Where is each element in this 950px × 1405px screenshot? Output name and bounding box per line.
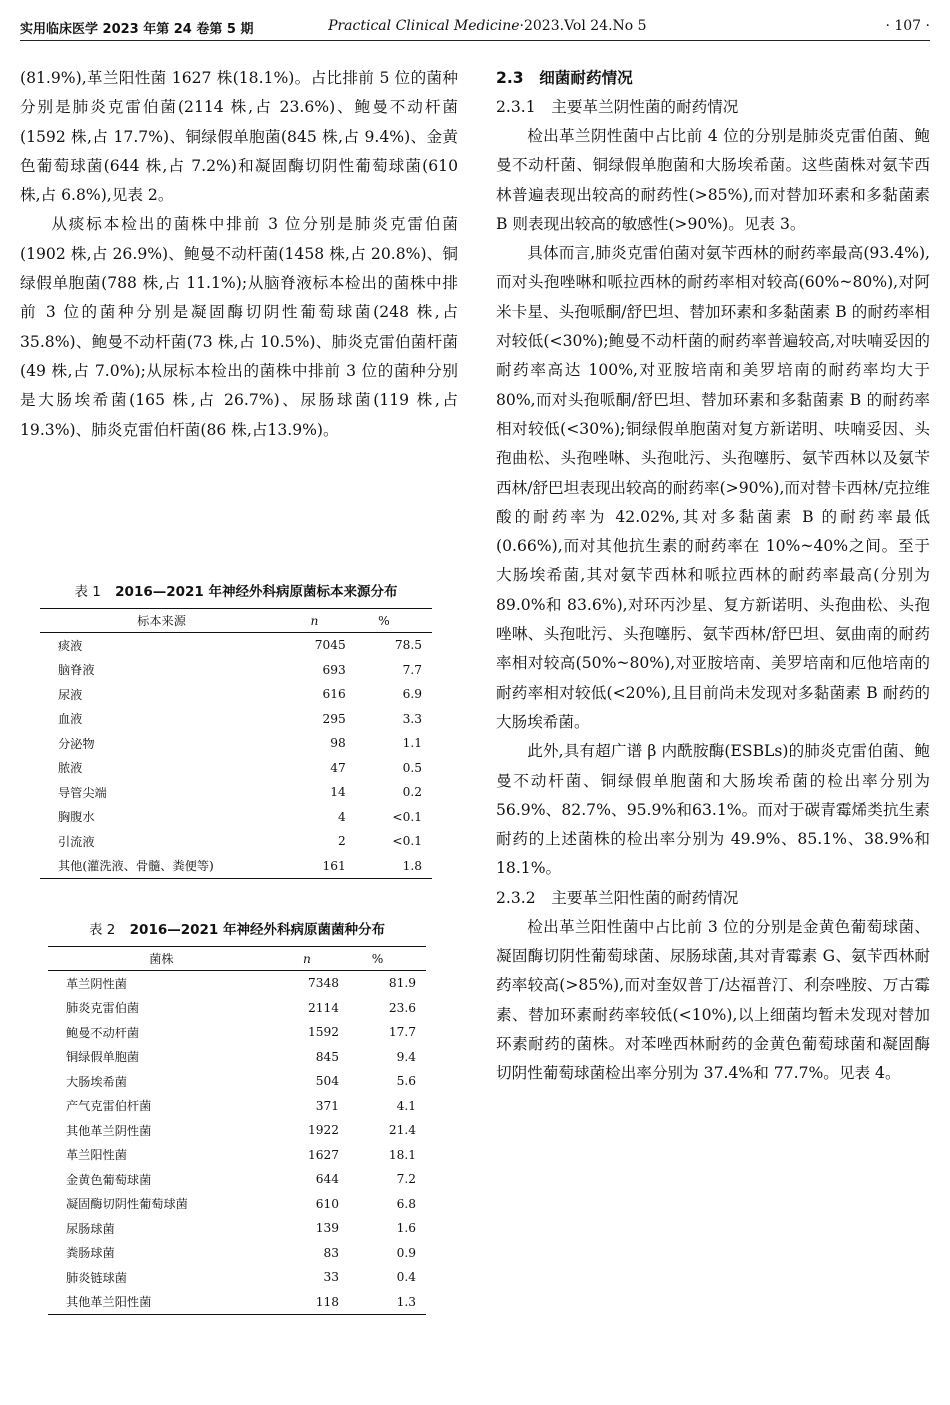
table-row	[40, 805, 432, 830]
table-1-grid	[40, 608, 432, 879]
table-2-grid	[48, 946, 426, 1315]
paragraph-species-ranking: (81.9%),革兰阳性菌 1627 株(18.1%)。占比排前 5 位的菌种分别是肺炎克雷伯菌(2114 株,占 23.6%)、鲍曼不动杆菌(1592 株,占 17.7%)、铜绿假单胞菌(845 株,占 9.4%)、金黄色葡萄球菌(644 株,占 7.2%)和凝固酶切阴性葡萄球菌(610 株,占 6.8%),见表 2。	[20, 69, 458, 205]
table-2-header-species: 菌株	[48, 947, 275, 971]
table-2-header-n: n	[275, 947, 339, 971]
table-cell: 21.4	[388, 1123, 416, 1138]
table-cell: 98	[330, 736, 346, 751]
table-cell: 粪肠球菌	[66, 1246, 115, 1261]
table-cell: 18.1	[388, 1147, 416, 1162]
table-cell: 6.9	[402, 687, 422, 702]
journal-issue-en	[328, 18, 930, 34]
table-cell: 导管尖端	[58, 785, 107, 800]
table-cell: 脓液	[58, 761, 83, 776]
page-header	[20, 10, 930, 41]
table-cell: 1.3	[339, 1290, 426, 1315]
table-row	[48, 1118, 426, 1143]
subsection-heading-gram-positive: 2.3.2 主要革兰阳性菌的耐药情况	[496, 888, 739, 907]
table-cell: 1922	[308, 1123, 340, 1138]
table-cell: 分泌物	[58, 736, 95, 751]
table-cell: 鲍曼不动杆菌	[66, 1025, 140, 1040]
table-cell: 6.8	[396, 1196, 416, 1211]
table-cell: 7348	[308, 976, 340, 991]
table-2-label: 表 2	[88, 922, 116, 938]
table-2-header-percent: %	[339, 947, 426, 971]
table-1	[40, 580, 432, 879]
section-heading-resistance: 2.3 细菌耐药情况	[496, 69, 633, 87]
table-cell: 33	[323, 1270, 340, 1285]
table-cell: 2	[337, 834, 346, 849]
table-cell: 610	[315, 1196, 340, 1211]
table-cell: <0.1	[392, 809, 422, 824]
table-row	[48, 1094, 426, 1119]
paragraph-gram-negative-details: 具体而言,肺炎克雷伯菌对氨苄西林的耐药率最高(93.4%),而对头孢唑啉和哌拉西林的耐药率相对较高(60%~80%),对阿米卡星、头孢哌酮/舒巴坦、替加环素和多黏菌素 B 的耐药率相对较低(<30%);鲍曼不动杆菌的耐药率普遍较高,对呋喃妥因的耐药率高达 100%,对亚胺培南和美罗培南的耐药率均大于 80%,而对头孢哌酮/舒巴坦、替加环素和多黏菌素 B 的耐药率相对较低(<30%);铜绿假单胞菌对复方新诺明、呋喃妥因、头孢曲松、头孢唑啉、头孢吡污、头孢噻肟、氨苄西林以及氨苄西林/舒巴坦表现出较高的耐药率(>90%),而对替卡西林/克拉维酸的耐药率为 42.02%,其对多黏菌素 B 的耐药率最低(0.66%),而对其他抗生素的耐药率在 10%~40%之间。至于大肠埃希菌,其对氨苄西林和哌拉西林的耐药率最高(分别为 89.0%和 83.6%),对环丙沙星、复方新诺明、头孢曲松、头孢唑啉、头孢吡污、头孢噻肟、氨苄西林/舒巴坦、氨曲南的耐药率相对较高(50%~80%),对亚胺培南、美罗培南和厄他培南的耐药率相对较低(<20%),且目前尚未发现对多黏菌素 B 耐药的大肠埃希菌。	[496, 244, 931, 731]
table-cell: 痰液	[58, 638, 83, 653]
table-cell: 大肠埃希菌	[66, 1074, 127, 1089]
subsection-heading-gram-negative: 2.3.1 主要革兰阴性菌的耐药情况	[496, 98, 739, 116]
table-cell: 504	[315, 1074, 340, 1089]
table-row	[40, 756, 432, 781]
table-cell: 3.3	[402, 711, 422, 726]
table-cell: 凝固酶切阴性葡萄球菌	[66, 1197, 188, 1212]
table-cell: 0.2	[402, 785, 422, 800]
table-cell: 78.5	[394, 638, 422, 653]
table-row	[48, 1045, 426, 1070]
table-row	[40, 658, 432, 683]
table-cell: 1.1	[402, 736, 422, 751]
table-cell: 尿肠球菌	[66, 1221, 115, 1236]
table-cell: 295	[322, 711, 346, 726]
table-cell: 胸腹水	[58, 810, 95, 825]
journal-issue-cn: 实用临床医学 2023 年第 24 卷第 5 期	[20, 22, 254, 37]
table-cell: 5.6	[396, 1074, 416, 1089]
right-column	[496, 64, 930, 1089]
table-cell: 肺炎链球菌	[66, 1270, 127, 1285]
left-column	[20, 64, 458, 445]
table-row	[40, 854, 432, 879]
table-2-title: 2016—2021 年神经外科病原菌菌种分布	[129, 922, 386, 938]
table-cell: 4	[337, 809, 346, 824]
table-cell: 脑脊液	[58, 663, 95, 678]
table-cell: 其他(灌洗液、骨髓、粪便等)	[40, 854, 283, 879]
table-cell: 17.7	[388, 1025, 416, 1040]
table-1-header-n: n	[283, 609, 346, 633]
table-cell: 644	[315, 1172, 340, 1187]
table-cell: 铜绿假单胞菌	[66, 1050, 140, 1065]
table-2-caption	[48, 918, 426, 938]
table-row	[40, 731, 432, 756]
table-cell: 1627	[308, 1147, 340, 1162]
table-cell: 0.5	[402, 760, 422, 775]
table-row	[40, 829, 432, 854]
table-row	[48, 1020, 426, 1045]
table-row	[48, 1290, 426, 1315]
table-cell: 139	[315, 1221, 340, 1236]
table-cell: 7045	[314, 638, 346, 653]
table-cell: 23.6	[388, 1000, 416, 1015]
table-2	[48, 918, 426, 1315]
table-1-caption	[40, 580, 432, 600]
table-1-label: 表 1	[74, 584, 101, 600]
table-cell: 616	[322, 687, 346, 702]
table-cell: 371	[315, 1098, 340, 1113]
table-cell: 118	[275, 1290, 339, 1315]
table-row	[40, 707, 432, 732]
table-cell: 693	[322, 662, 346, 677]
table-cell: 尿液	[58, 687, 83, 702]
table-cell: 肺炎克雷伯菌	[66, 1001, 140, 1016]
journal-year-volume: ·2023.Vol 24.No 5	[519, 18, 647, 34]
table-row	[48, 1167, 426, 1192]
table-cell: 4.1	[396, 1098, 416, 1113]
table-1-title: 2016—2021 年神经外科病原菌标本来源分布	[115, 584, 398, 600]
table-cell: 7.2	[396, 1172, 416, 1187]
table-cell: 47	[330, 760, 346, 775]
paragraph-esbl-rates: 此外,具有超广谱 β 内酰胺酶(ESBLs)的肺炎克雷伯菌、鲍曼不动杆菌、铜绿假单胞菌和大肠埃希菌的检出率分别为 56.9%、82.7%、95.9%和63.1%。而对于碳青霉烯类抗生素耐药的上述菌株的检出率分别为 49.9%、85.1%、38.9%和 18.1%。	[496, 742, 930, 878]
table-row	[48, 1216, 426, 1241]
table-cell: 14	[330, 785, 346, 800]
table-row	[48, 1069, 426, 1094]
table-cell: 其他革兰阴性菌	[66, 1123, 152, 1138]
table-row	[48, 996, 426, 1021]
table-cell: 革兰阴性菌	[66, 976, 127, 991]
table-cell: 83	[323, 1245, 340, 1260]
table-row	[40, 633, 432, 658]
table-1-header-source: 标本来源	[40, 609, 283, 633]
table-cell: 革兰阳性菌	[66, 1148, 127, 1163]
table-row	[40, 682, 432, 707]
table-cell: 7.7	[402, 662, 422, 677]
table-cell: 1.8	[346, 854, 432, 879]
table-row	[40, 780, 432, 805]
table-cell: 其他革兰阳性菌	[48, 1290, 275, 1315]
table-cell: 9.4	[396, 1049, 416, 1064]
table-cell: 161	[283, 854, 346, 879]
table-row	[48, 1143, 426, 1168]
table-row	[48, 1192, 426, 1217]
paragraph-gram-positive: 检出革兰阳性菌中占比前 3 位的分别是金黄色葡萄球菌、凝固酶切阴性葡萄球菌、尿肠球菌,其对青霉素 G、氨苄西林耐药率较高(>85%),而对奎奴普丁/达福普汀、利奈唑胺、万古霉素、替加环素耐药率较低(<10%),以上细菌均暂未发现对替加环素耐药的菌株。对苯唑西林耐药的金黄色葡萄球菌和凝固酶切阴性葡萄球菌检出率分别为 37.4%和 77.7%。见表 4。	[496, 917, 930, 1083]
table-cell: 1592	[308, 1025, 340, 1040]
table-cell: 产气克雷伯杆菌	[66, 1099, 152, 1114]
table-cell: 0.9	[396, 1245, 416, 1260]
table-cell: 0.4	[396, 1270, 416, 1285]
table-cell: 2114	[308, 1000, 340, 1015]
table-row	[48, 1241, 426, 1266]
paragraph-gram-negative-overview: 检出革兰阴性菌中占比前 4 位的分别是肺炎克雷伯菌、鲍曼不动杆菌、铜绿假单胞菌和大肠埃希菌。这些菌株对氨苄西林普遍表现出较高的耐药性(>85%),而对替加环素和多黏菌素 B 则表现出较高的敏感性(>90%)。见表 3。	[496, 127, 930, 233]
table-cell: <0.1	[392, 834, 422, 849]
table-cell: 81.9	[388, 976, 416, 991]
table-row	[48, 971, 426, 996]
table-1-header-percent: %	[346, 609, 432, 633]
table-cell: 1.6	[396, 1221, 416, 1236]
table-cell: 血液	[58, 712, 83, 727]
journal-name-en: Practical Clinical Medicine	[328, 18, 520, 34]
table-row	[48, 1265, 426, 1290]
table-cell: 引流液	[58, 834, 95, 849]
table-cell: 845	[315, 1049, 340, 1064]
page-number: · 107 ·	[885, 18, 930, 34]
table-cell: 金黄色葡萄球菌	[66, 1172, 152, 1187]
paragraph-specimen-breakdown: 从痰标本检出的菌株中排前 3 位分别是肺炎克雷伯菌(1902 株,占 26.9%)、鲍曼不动杆菌(1458 株,占 20.8%)、铜绿假单胞菌(788 株,占 11.1%);从脑脊液标本检出的菌株中排前 3 位的菌种分别是凝固酶切阴性葡萄球菌(248 株,占 35.8%)、鲍曼不动杆菌(73 株,占 10.5%)、肺炎克雷伯菌杆菌(49 株,占 7.0%);从尿标本检出的菌株中排前 3 位的菌种分别是大肠埃希菌(165 株,占 26.7%)、尿肠球菌(119 株,占 19.3%)、肺炎克雷伯杆菌(86 株,占13.9%)。	[20, 215, 458, 439]
